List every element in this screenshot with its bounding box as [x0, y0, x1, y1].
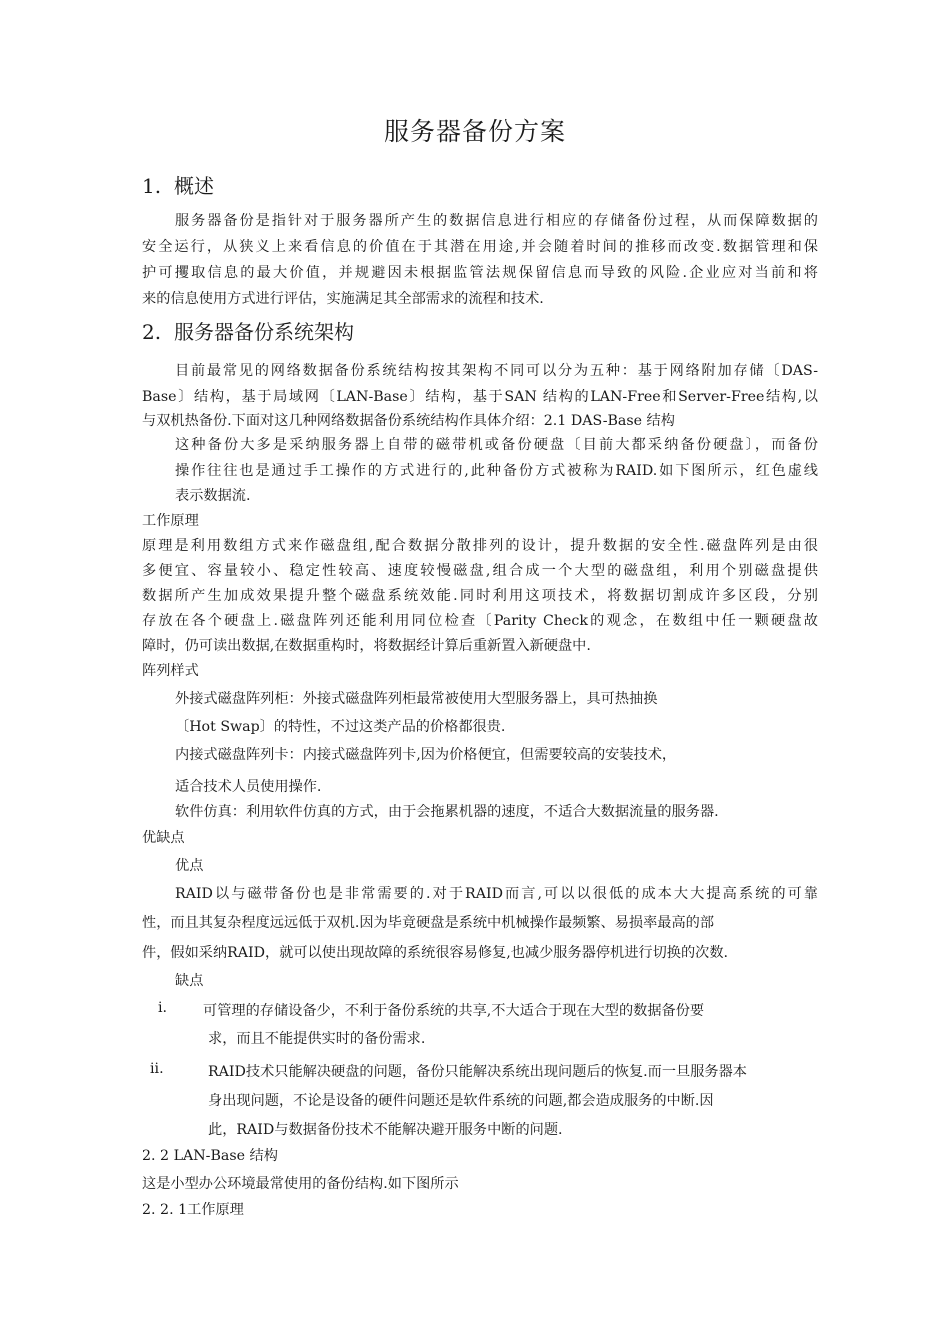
paragraph-line: 多便宜、容量较小、稳定性较高、速度较慢磁盘,组合成一个大型的磁盘组，利用个别磁盘提供 [142, 563, 818, 579]
subheading-work-principle: 工作原理 [142, 513, 199, 529]
section-number: 1. [142, 174, 162, 198]
paragraph-line: 表示数据流. [175, 488, 251, 504]
paragraph-line: 〔Hot Swap〕的特性，不过这类产品的价格都很贵. [175, 719, 506, 735]
list-item-line: 此，RAID与数据备份技术不能解决避开服务中断的问题. [208, 1122, 563, 1138]
section-title: 概述 [174, 174, 214, 198]
paragraph-line: 外接式磁盘阵列柜：外接式磁盘阵列柜最常被使用大型服务器上，具可热抽换 [175, 691, 658, 707]
pros-label: 优点 [175, 858, 204, 874]
section-1-heading [142, 170, 214, 199]
subheading-pros-cons: 优缺点 [142, 830, 185, 846]
paragraph-line: 软件仿真：利用软件仿真的方式，由于会拖累机器的速度，不适合大数据流量的服务器. [175, 804, 719, 820]
paragraph-line: 障时，仍可读出数据,在数据重构时，将数据经计算后重新置入新硬盘中. [142, 638, 591, 654]
paragraph-line: 内接式磁盘阵列卡：内接式磁盘阵列卡,因为价格便宜，但需要较高的安装技术， [175, 747, 677, 763]
cons-label: 缺点 [175, 973, 204, 989]
paragraph-line: 原理是利用数组方式来作磁盘组,配合数据分散排列的设计，提升数据的安全性.磁盘阵列是由很 [142, 538, 818, 554]
list-marker: i. [158, 1000, 168, 1016]
paragraph-line: 这种备份大多是采纳服务器上自带的磁带机或备份硬盘〔目前大都采纳备份硬盘〕，而备份 [175, 437, 818, 453]
subsection-heading-lan-base: 2. 2 LAN-Base 结构 [142, 1148, 278, 1164]
paragraph-line: RAID以与磁带备份也是非常需要的.对于RAID而言,可以以很低的成本大大提高系统的可靠 [175, 886, 818, 902]
section-title: 服务器备份系统架构 [174, 320, 354, 344]
page-title: 服务器备份方案 [383, 117, 566, 146]
list-item-line: RAID技术只能解决硬盘的问题，备份只能解决系统出现问题后的恢复.而一旦服务器本 [208, 1064, 747, 1080]
section-2-heading [142, 316, 354, 345]
paragraph-line: 护可攫取信息的最大价值，并规避因未根据监管法规保留信息而导致的风险.企业应对当前和将 [142, 265, 818, 281]
list-item-line: 身出现问题，不论是设备的硬件问题还是软件系统的问题,都会造成服务的中断.因 [208, 1093, 714, 1109]
paragraph-line: 性，而且其复杂程度远远低于双机.因为毕竟硬盘是系统中机械操作最频繁、易损率最高的部 [142, 915, 715, 931]
section-number: 2. [142, 320, 162, 344]
paragraph-line: 目前最常见的网络数据备份系统结构按其架构不同可以分为五种：基于网络附加存储〔DAS- [175, 363, 818, 379]
paragraph-line: 适合技术人员使用操作. [175, 779, 322, 795]
paragraph-line: Base〕结构，基于局域网〔LAN-Base〕结构，基于SAN 结构的LAN-Free和Server-Free结构,以 [142, 389, 818, 405]
paragraph-line: 操作往往也是通过手工操作的方式进行的,此种备份方式被称为RAID.如下图所示，红色虚线 [175, 463, 818, 479]
paragraph-line: 来的信息使用方式进行评估，实施满足其全部需求的流程和技术. [142, 291, 544, 307]
paragraph-line: 与双机热备份.下面对这几种网络数据备份系统结构作具体介绍：2.1 DAS-Base 结构 [142, 413, 675, 429]
paragraph-line: 安全运行，从狭义上来看信息的价值在于其潜在用途,并会随着时间的推移而改变.数据管理和保 [142, 239, 818, 255]
subsection-heading-work-principle: 2. 2. 1工作原理 [142, 1202, 244, 1218]
list-item-line: 可管理的存储设备少，不利于备份系统的共享,不大适合于现在大型的数据备份要 [203, 1003, 705, 1019]
paragraph-line: 件，假如采纳RAID，就可以使出现故障的系统很容易修复,也减少服务器停机进行切换的次数. [142, 945, 729, 961]
paragraph-line: 这是小型办公环境最常使用的备份结构.如下图所示 [142, 1176, 459, 1192]
list-item-line: 求，而且不能提供实时的备份需求. [208, 1031, 426, 1047]
subheading-array-style: 阵列样式 [142, 663, 199, 679]
paragraph-line: 存放在各个硬盘上.磁盘阵列还能利用同位检查〔Parity Check的观念，在数组中任一颗硬盘故 [142, 613, 818, 629]
list-marker: ii. [150, 1061, 164, 1077]
paragraph-line: 服务器备份是指针对于服务器所产生的数据信息进行相应的存储备份过程，从而保障数据的 [175, 213, 818, 229]
paragraph-line: 数据所产生加成效果提升整个磁盘系统效能.同时利用这项技术，将数据切割成许多区段，分别 [142, 588, 818, 604]
